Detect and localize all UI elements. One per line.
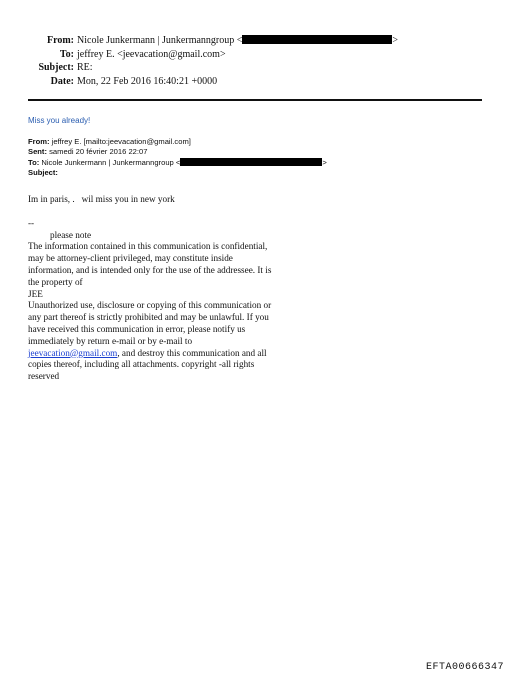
quoted-subject-row: Subject: [28, 167, 58, 177]
to-label: To: [59, 48, 74, 60]
redaction-bar [180, 158, 322, 166]
disclaimer-owner: JEE [28, 288, 43, 299]
quoted-sent-row: Sent: samedi 20 février 2016 22:07 [28, 147, 148, 157]
quoted-header [28, 137, 327, 178]
email-link[interactable]: jeevacation@gmail.com [28, 347, 118, 358]
quoted-from-row: From: jeffrey E. [mailto:jeevacation@gmail.com] [28, 137, 191, 146]
to-value: jeffrey E. <jeevacation@gmail.com> [77, 48, 226, 60]
header-subject-row [0, 61, 512, 75]
quoted-to-row: To: Nicole Junkermann | Junkermanngroup < > [28, 157, 327, 167]
subject-label: Subject: [38, 62, 74, 73]
message-body [28, 194, 488, 383]
header-to-row [0, 48, 512, 62]
disclaimer-part-1: The information contained in this communication is confidential, may be attorney-client privileged, may constitute inside information, and is intended only for the use of the addressee. It is the property of [28, 241, 272, 287]
from-label: From: [46, 35, 74, 46]
email-header [0, 34, 512, 88]
signature-separator: -- [28, 217, 35, 228]
reply-text: Miss you already! [28, 116, 91, 125]
header-from-row [0, 34, 512, 48]
document-id: EFTA00666347 [425, 662, 504, 673]
header-divider [28, 99, 482, 101]
date-value: Mon, 22 Feb 2016 16:40:21 +0000 [77, 75, 218, 87]
subject-value: RE: [77, 62, 93, 73]
from-value: Nicole Junkermann | Junkermanngroup < > [77, 35, 399, 46]
date-label: Date: [50, 75, 74, 87]
header-date-row [0, 75, 512, 89]
disclaimer-part-2: Unauthorized use, disclosure or copying of this communication or any part thereof is strictly prohibited and may be unlawful. If you have received this communication in error, please notify us immediately by return e-mail or by e-mail to jeevacation@gmail.com, and destroy this communication and all copies thereof, including all attachments. copyright -all rights reserved [28, 300, 272, 382]
message-text: Im in paris, . wil miss you in new york [28, 194, 175, 204]
note-title: please note [50, 229, 92, 240]
redaction-bar [242, 35, 392, 44]
